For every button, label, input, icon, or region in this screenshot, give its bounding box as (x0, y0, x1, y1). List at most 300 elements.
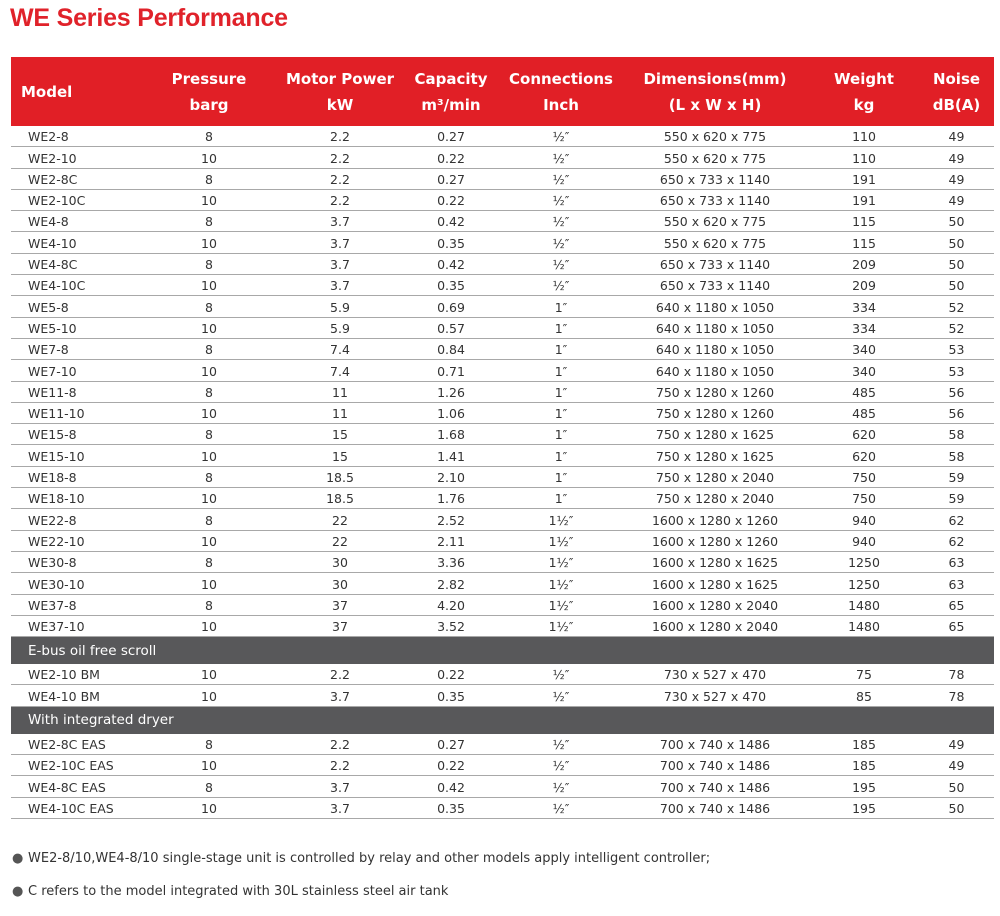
cell-motor-power: 2.2 (279, 734, 401, 755)
table-row (11, 734, 994, 755)
cell-noise: 63 (919, 551, 994, 572)
cell-capacity: 0.35 (401, 685, 501, 706)
header-motor-power-label: Motor Power (285, 69, 395, 88)
table-row (11, 126, 994, 147)
cell-motor-power: 2.2 (279, 168, 401, 189)
cell-motor-power: 2.2 (279, 755, 401, 776)
cell-model: WE4-10C (11, 275, 139, 296)
table-row (11, 338, 994, 359)
cell-weight: 191 (809, 168, 919, 189)
cell-pressure: 8 (139, 296, 279, 317)
cell-pressure: 10 (139, 664, 279, 685)
cell-weight: 340 (809, 360, 919, 381)
header-connections (501, 57, 621, 126)
cell-model: WE4-8C (11, 253, 139, 274)
cell-pressure: 10 (139, 615, 279, 636)
cell-pressure: 10 (139, 797, 279, 818)
cell-pressure: 8 (139, 168, 279, 189)
cell-weight: 185 (809, 755, 919, 776)
header-connections-label: Connections (509, 69, 613, 88)
header-dimensions (621, 57, 809, 126)
table-row (11, 664, 994, 685)
cell-model: WE2-10 (11, 147, 139, 168)
cell-weight: 110 (809, 126, 919, 147)
header-motor-power (279, 57, 401, 126)
cell-weight: 185 (809, 734, 919, 755)
cell-dimensions: 650 x 733 x 1140 (621, 168, 809, 189)
cell-weight: 485 (809, 402, 919, 423)
cell-connections: ½″ (501, 685, 621, 706)
cell-weight: 485 (809, 381, 919, 402)
cell-noise: 50 (919, 275, 994, 296)
table-header (11, 57, 994, 126)
cell-weight: 115 (809, 211, 919, 232)
cell-connections: 1″ (501, 317, 621, 338)
header-connections-unit: Inch (543, 95, 579, 114)
table-row (11, 424, 994, 445)
cell-noise: 50 (919, 776, 994, 797)
cell-connections: ½″ (501, 211, 621, 232)
cell-pressure: 8 (139, 381, 279, 402)
cell-capacity: 0.84 (401, 338, 501, 359)
header-pressure-label: Pressure (171, 69, 247, 88)
cell-weight: 115 (809, 232, 919, 253)
cell-motor-power: 15 (279, 445, 401, 466)
cell-connections: 1″ (501, 381, 621, 402)
cell-connections: 1½″ (501, 573, 621, 594)
cell-weight: 209 (809, 253, 919, 274)
cell-model: WE2-10 BM (11, 664, 139, 685)
cell-motor-power: 7.4 (279, 360, 401, 381)
cell-connections: 1″ (501, 466, 621, 487)
cell-motor-power: 30 (279, 573, 401, 594)
cell-capacity: 0.22 (401, 755, 501, 776)
table-body (11, 126, 994, 818)
table-row (11, 685, 994, 706)
cell-motor-power: 3.7 (279, 275, 401, 296)
table-row (11, 594, 994, 615)
cell-motor-power: 15 (279, 424, 401, 445)
cell-capacity: 2.52 (401, 509, 501, 530)
table-row (11, 573, 994, 594)
cell-model: WE22-10 (11, 530, 139, 551)
header-model: Model (11, 57, 139, 126)
section-row (11, 706, 994, 734)
cell-motor-power: 2.2 (279, 126, 401, 147)
section-label: With integrated dryer (11, 706, 994, 734)
cell-dimensions: 650 x 733 x 1140 (621, 275, 809, 296)
cell-noise: 49 (919, 189, 994, 210)
table-row (11, 466, 994, 487)
header-pressure-unit: barg (189, 95, 229, 114)
cell-motor-power: 3.7 (279, 797, 401, 818)
table-row (11, 381, 994, 402)
cell-motor-power: 11 (279, 381, 401, 402)
cell-dimensions: 1600 x 1280 x 1260 (621, 509, 809, 530)
cell-connections: 1″ (501, 338, 621, 359)
table-row (11, 615, 994, 636)
cell-pressure: 8 (139, 211, 279, 232)
cell-noise: 49 (919, 126, 994, 147)
cell-connections: 1½″ (501, 594, 621, 615)
cell-model: WE18-8 (11, 466, 139, 487)
cell-motor-power: 37 (279, 594, 401, 615)
cell-motor-power: 18.5 (279, 466, 401, 487)
table-row (11, 275, 994, 296)
cell-weight: 110 (809, 147, 919, 168)
cell-model: WE15-10 (11, 445, 139, 466)
cell-capacity: 1.26 (401, 381, 501, 402)
cell-capacity: 0.69 (401, 296, 501, 317)
cell-dimensions: 750 x 1280 x 2040 (621, 466, 809, 487)
cell-pressure: 10 (139, 488, 279, 509)
header-dimensions-label: Dimensions(mm) (643, 69, 787, 88)
cell-model: WE5-8 (11, 296, 139, 317)
table-row (11, 211, 994, 232)
cell-pressure: 10 (139, 685, 279, 706)
cell-capacity: 0.71 (401, 360, 501, 381)
cell-pressure: 10 (139, 530, 279, 551)
cell-weight: 1250 (809, 573, 919, 594)
performance-table-container (11, 57, 994, 819)
cell-capacity: 0.27 (401, 734, 501, 755)
cell-dimensions: 550 x 620 x 775 (621, 211, 809, 232)
cell-capacity: 0.35 (401, 797, 501, 818)
table-row (11, 296, 994, 317)
header-dimensions-unit: (L x W x H) (668, 95, 762, 114)
cell-noise: 50 (919, 253, 994, 274)
cell-connections: ½″ (501, 797, 621, 818)
cell-weight: 750 (809, 488, 919, 509)
cell-model: WE30-8 (11, 551, 139, 572)
cell-motor-power: 11 (279, 402, 401, 423)
cell-model: WE2-10C (11, 189, 139, 210)
cell-pressure: 8 (139, 126, 279, 147)
table-row (11, 445, 994, 466)
cell-connections: ½″ (501, 755, 621, 776)
cell-capacity: 0.42 (401, 211, 501, 232)
cell-dimensions: 700 x 740 x 1486 (621, 776, 809, 797)
cell-capacity: 0.22 (401, 147, 501, 168)
cell-connections: 1″ (501, 296, 621, 317)
cell-connections: 1½″ (501, 530, 621, 551)
cell-weight: 1250 (809, 551, 919, 572)
cell-capacity: 0.42 (401, 253, 501, 274)
cell-capacity: 4.20 (401, 594, 501, 615)
cell-model: WE4-10 BM (11, 685, 139, 706)
cell-noise: 58 (919, 445, 994, 466)
cell-capacity: 1.41 (401, 445, 501, 466)
table-row (11, 317, 994, 338)
cell-connections: ½″ (501, 189, 621, 210)
cell-model: WE2-8C (11, 168, 139, 189)
cell-motor-power: 2.2 (279, 664, 401, 685)
cell-noise: 49 (919, 147, 994, 168)
note-item (12, 883, 992, 916)
cell-capacity: 0.57 (401, 317, 501, 338)
cell-noise: 58 (919, 424, 994, 445)
cell-capacity: 1.76 (401, 488, 501, 509)
cell-capacity: 2.10 (401, 466, 501, 487)
page-title: WE Series Performance (10, 4, 288, 32)
cell-connections: ½″ (501, 253, 621, 274)
cell-model: WE4-8C EAS (11, 776, 139, 797)
header-noise-unit: dB(A) (932, 95, 981, 114)
cell-noise: 59 (919, 466, 994, 487)
cell-motor-power: 18.5 (279, 488, 401, 509)
cell-model: WE30-10 (11, 573, 139, 594)
cell-model: WE22-8 (11, 509, 139, 530)
header-weight (809, 57, 919, 126)
cell-dimensions: 700 x 740 x 1486 (621, 734, 809, 755)
cell-connections: 1″ (501, 424, 621, 445)
cell-weight: 334 (809, 296, 919, 317)
cell-dimensions: 700 x 740 x 1486 (621, 755, 809, 776)
cell-pressure: 8 (139, 776, 279, 797)
cell-dimensions: 750 x 1280 x 1625 (621, 424, 809, 445)
cell-model: WE2-10C EAS (11, 755, 139, 776)
table-row (11, 755, 994, 776)
section-row (11, 637, 994, 665)
cell-noise: 50 (919, 797, 994, 818)
cell-connections: ½″ (501, 232, 621, 253)
cell-connections: ½″ (501, 126, 621, 147)
cell-pressure: 10 (139, 189, 279, 210)
cell-dimensions: 550 x 620 x 775 (621, 147, 809, 168)
cell-weight: 85 (809, 685, 919, 706)
cell-model: WE15-8 (11, 424, 139, 445)
cell-model: WE4-10 (11, 232, 139, 253)
cell-model: WE7-10 (11, 360, 139, 381)
cell-connections: ½″ (501, 776, 621, 797)
cell-motor-power: 3.7 (279, 253, 401, 274)
table-row (11, 189, 994, 210)
cell-dimensions: 1600 x 1280 x 1625 (621, 573, 809, 594)
cell-connections: 1″ (501, 360, 621, 381)
cell-noise: 53 (919, 360, 994, 381)
cell-weight: 195 (809, 776, 919, 797)
note-item (12, 850, 992, 883)
cell-pressure: 8 (139, 509, 279, 530)
cell-motor-power: 5.9 (279, 317, 401, 338)
cell-connections: 1½″ (501, 615, 621, 636)
cell-connections: ½″ (501, 664, 621, 685)
cell-weight: 620 (809, 445, 919, 466)
table-row (11, 232, 994, 253)
note-text: C refers to the model integrated with 30L stainless steel air tank (28, 884, 449, 899)
table-row (11, 551, 994, 572)
cell-dimensions: 1600 x 1280 x 1260 (621, 530, 809, 551)
bullet-icon: ● (12, 851, 24, 866)
cell-capacity: 3.36 (401, 551, 501, 572)
note-text: WE2-8/10,WE4-8/10 single-stage unit is controlled by relay and other models apply intelligent controller; (28, 851, 711, 866)
cell-dimensions: 750 x 1280 x 2040 (621, 488, 809, 509)
cell-noise: 50 (919, 232, 994, 253)
cell-model: WE4-8 (11, 211, 139, 232)
header-weight-unit: kg (853, 95, 875, 114)
cell-pressure: 8 (139, 424, 279, 445)
cell-pressure: 8 (139, 466, 279, 487)
cell-motor-power: 2.2 (279, 189, 401, 210)
cell-noise: 56 (919, 381, 994, 402)
cell-noise: 49 (919, 755, 994, 776)
header-motor-power-unit: kW (326, 95, 354, 114)
cell-pressure: 8 (139, 734, 279, 755)
cell-capacity: 0.42 (401, 776, 501, 797)
table-row (11, 530, 994, 551)
cell-dimensions: 640 x 1180 x 1050 (621, 296, 809, 317)
cell-capacity: 3.52 (401, 615, 501, 636)
table-row (11, 168, 994, 189)
cell-noise: 78 (919, 664, 994, 685)
cell-dimensions: 700 x 740 x 1486 (621, 797, 809, 818)
cell-pressure: 10 (139, 445, 279, 466)
cell-connections: ½″ (501, 147, 621, 168)
table-row (11, 509, 994, 530)
header-noise (919, 57, 994, 126)
cell-capacity: 2.82 (401, 573, 501, 594)
cell-noise: 63 (919, 573, 994, 594)
cell-pressure: 10 (139, 573, 279, 594)
table-row (11, 253, 994, 274)
cell-weight: 1480 (809, 615, 919, 636)
cell-noise: 62 (919, 509, 994, 530)
cell-noise: 78 (919, 685, 994, 706)
cell-capacity: 0.22 (401, 189, 501, 210)
cell-noise: 65 (919, 594, 994, 615)
cell-dimensions: 640 x 1180 x 1050 (621, 338, 809, 359)
cell-motor-power: 7.4 (279, 338, 401, 359)
cell-capacity: 0.27 (401, 168, 501, 189)
cell-capacity: 0.22 (401, 664, 501, 685)
cell-model: WE11-8 (11, 381, 139, 402)
cell-model: WE2-8C EAS (11, 734, 139, 755)
header-capacity (401, 57, 501, 126)
cell-dimensions: 640 x 1180 x 1050 (621, 317, 809, 338)
cell-weight: 940 (809, 509, 919, 530)
cell-noise: 65 (919, 615, 994, 636)
cell-motor-power: 5.9 (279, 296, 401, 317)
header-capacity-label: Capacity (414, 69, 488, 88)
header-pressure (139, 57, 279, 126)
cell-weight: 195 (809, 797, 919, 818)
cell-weight: 340 (809, 338, 919, 359)
cell-dimensions: 650 x 733 x 1140 (621, 189, 809, 210)
cell-weight: 191 (809, 189, 919, 210)
cell-motor-power: 30 (279, 551, 401, 572)
cell-capacity: 0.27 (401, 126, 501, 147)
cell-dimensions: 750 x 1280 x 1260 (621, 381, 809, 402)
cell-dimensions: 650 x 733 x 1140 (621, 253, 809, 274)
table-row (11, 402, 994, 423)
cell-motor-power: 22 (279, 509, 401, 530)
cell-dimensions: 1600 x 1280 x 1625 (621, 551, 809, 572)
cell-noise: 49 (919, 734, 994, 755)
table-row (11, 360, 994, 381)
header-noise-label: Noise (932, 69, 981, 88)
notes (12, 850, 992, 916)
cell-pressure: 8 (139, 594, 279, 615)
cell-noise: 56 (919, 402, 994, 423)
header-row (11, 57, 994, 126)
cell-pressure: 10 (139, 317, 279, 338)
cell-model: WE37-8 (11, 594, 139, 615)
cell-capacity: 0.35 (401, 275, 501, 296)
header-weight-label: Weight (834, 69, 894, 88)
cell-connections: 1″ (501, 402, 621, 423)
cell-dimensions: 550 x 620 x 775 (621, 126, 809, 147)
cell-pressure: 10 (139, 755, 279, 776)
cell-noise: 62 (919, 530, 994, 551)
cell-model: WE5-10 (11, 317, 139, 338)
cell-dimensions: 1600 x 1280 x 2040 (621, 594, 809, 615)
cell-pressure: 8 (139, 253, 279, 274)
cell-noise: 50 (919, 211, 994, 232)
cell-model: WE2-8 (11, 126, 139, 147)
cell-dimensions: 750 x 1280 x 1625 (621, 445, 809, 466)
cell-model: WE18-10 (11, 488, 139, 509)
cell-pressure: 8 (139, 338, 279, 359)
cell-motor-power: 22 (279, 530, 401, 551)
cell-connections: 1½″ (501, 509, 621, 530)
cell-pressure: 10 (139, 360, 279, 381)
cell-dimensions: 730 x 527 x 470 (621, 664, 809, 685)
cell-weight: 620 (809, 424, 919, 445)
cell-noise: 53 (919, 338, 994, 359)
cell-model: WE7-8 (11, 338, 139, 359)
table-row (11, 797, 994, 818)
cell-pressure: 10 (139, 275, 279, 296)
cell-dimensions: 750 x 1280 x 1260 (621, 402, 809, 423)
cell-pressure: 8 (139, 551, 279, 572)
cell-dimensions: 1600 x 1280 x 2040 (621, 615, 809, 636)
cell-noise: 52 (919, 317, 994, 338)
cell-weight: 209 (809, 275, 919, 296)
cell-weight: 940 (809, 530, 919, 551)
cell-weight: 75 (809, 664, 919, 685)
cell-noise: 52 (919, 296, 994, 317)
cell-connections: ½″ (501, 168, 621, 189)
cell-weight: 334 (809, 317, 919, 338)
cell-model: WE37-10 (11, 615, 139, 636)
cell-motor-power: 3.7 (279, 685, 401, 706)
cell-motor-power: 2.2 (279, 147, 401, 168)
cell-motor-power: 3.7 (279, 232, 401, 253)
cell-dimensions: 730 x 527 x 470 (621, 685, 809, 706)
cell-capacity: 0.35 (401, 232, 501, 253)
performance-table (11, 57, 994, 819)
cell-noise: 49 (919, 168, 994, 189)
cell-weight: 750 (809, 466, 919, 487)
cell-model: WE4-10C EAS (11, 797, 139, 818)
cell-dimensions: 640 x 1180 x 1050 (621, 360, 809, 381)
cell-pressure: 10 (139, 402, 279, 423)
cell-pressure: 10 (139, 232, 279, 253)
bullet-icon: ● (12, 884, 24, 899)
header-capacity-unit: m³/min (421, 95, 481, 114)
cell-model: WE11-10 (11, 402, 139, 423)
cell-capacity: 2.11 (401, 530, 501, 551)
cell-capacity: 1.06 (401, 402, 501, 423)
cell-noise: 59 (919, 488, 994, 509)
table-row (11, 147, 994, 168)
cell-motor-power: 3.7 (279, 776, 401, 797)
section-label: E-bus oil free scroll (11, 637, 994, 665)
table-row (11, 488, 994, 509)
cell-connections: ½″ (501, 275, 621, 296)
cell-connections: 1″ (501, 488, 621, 509)
table-row (11, 776, 994, 797)
